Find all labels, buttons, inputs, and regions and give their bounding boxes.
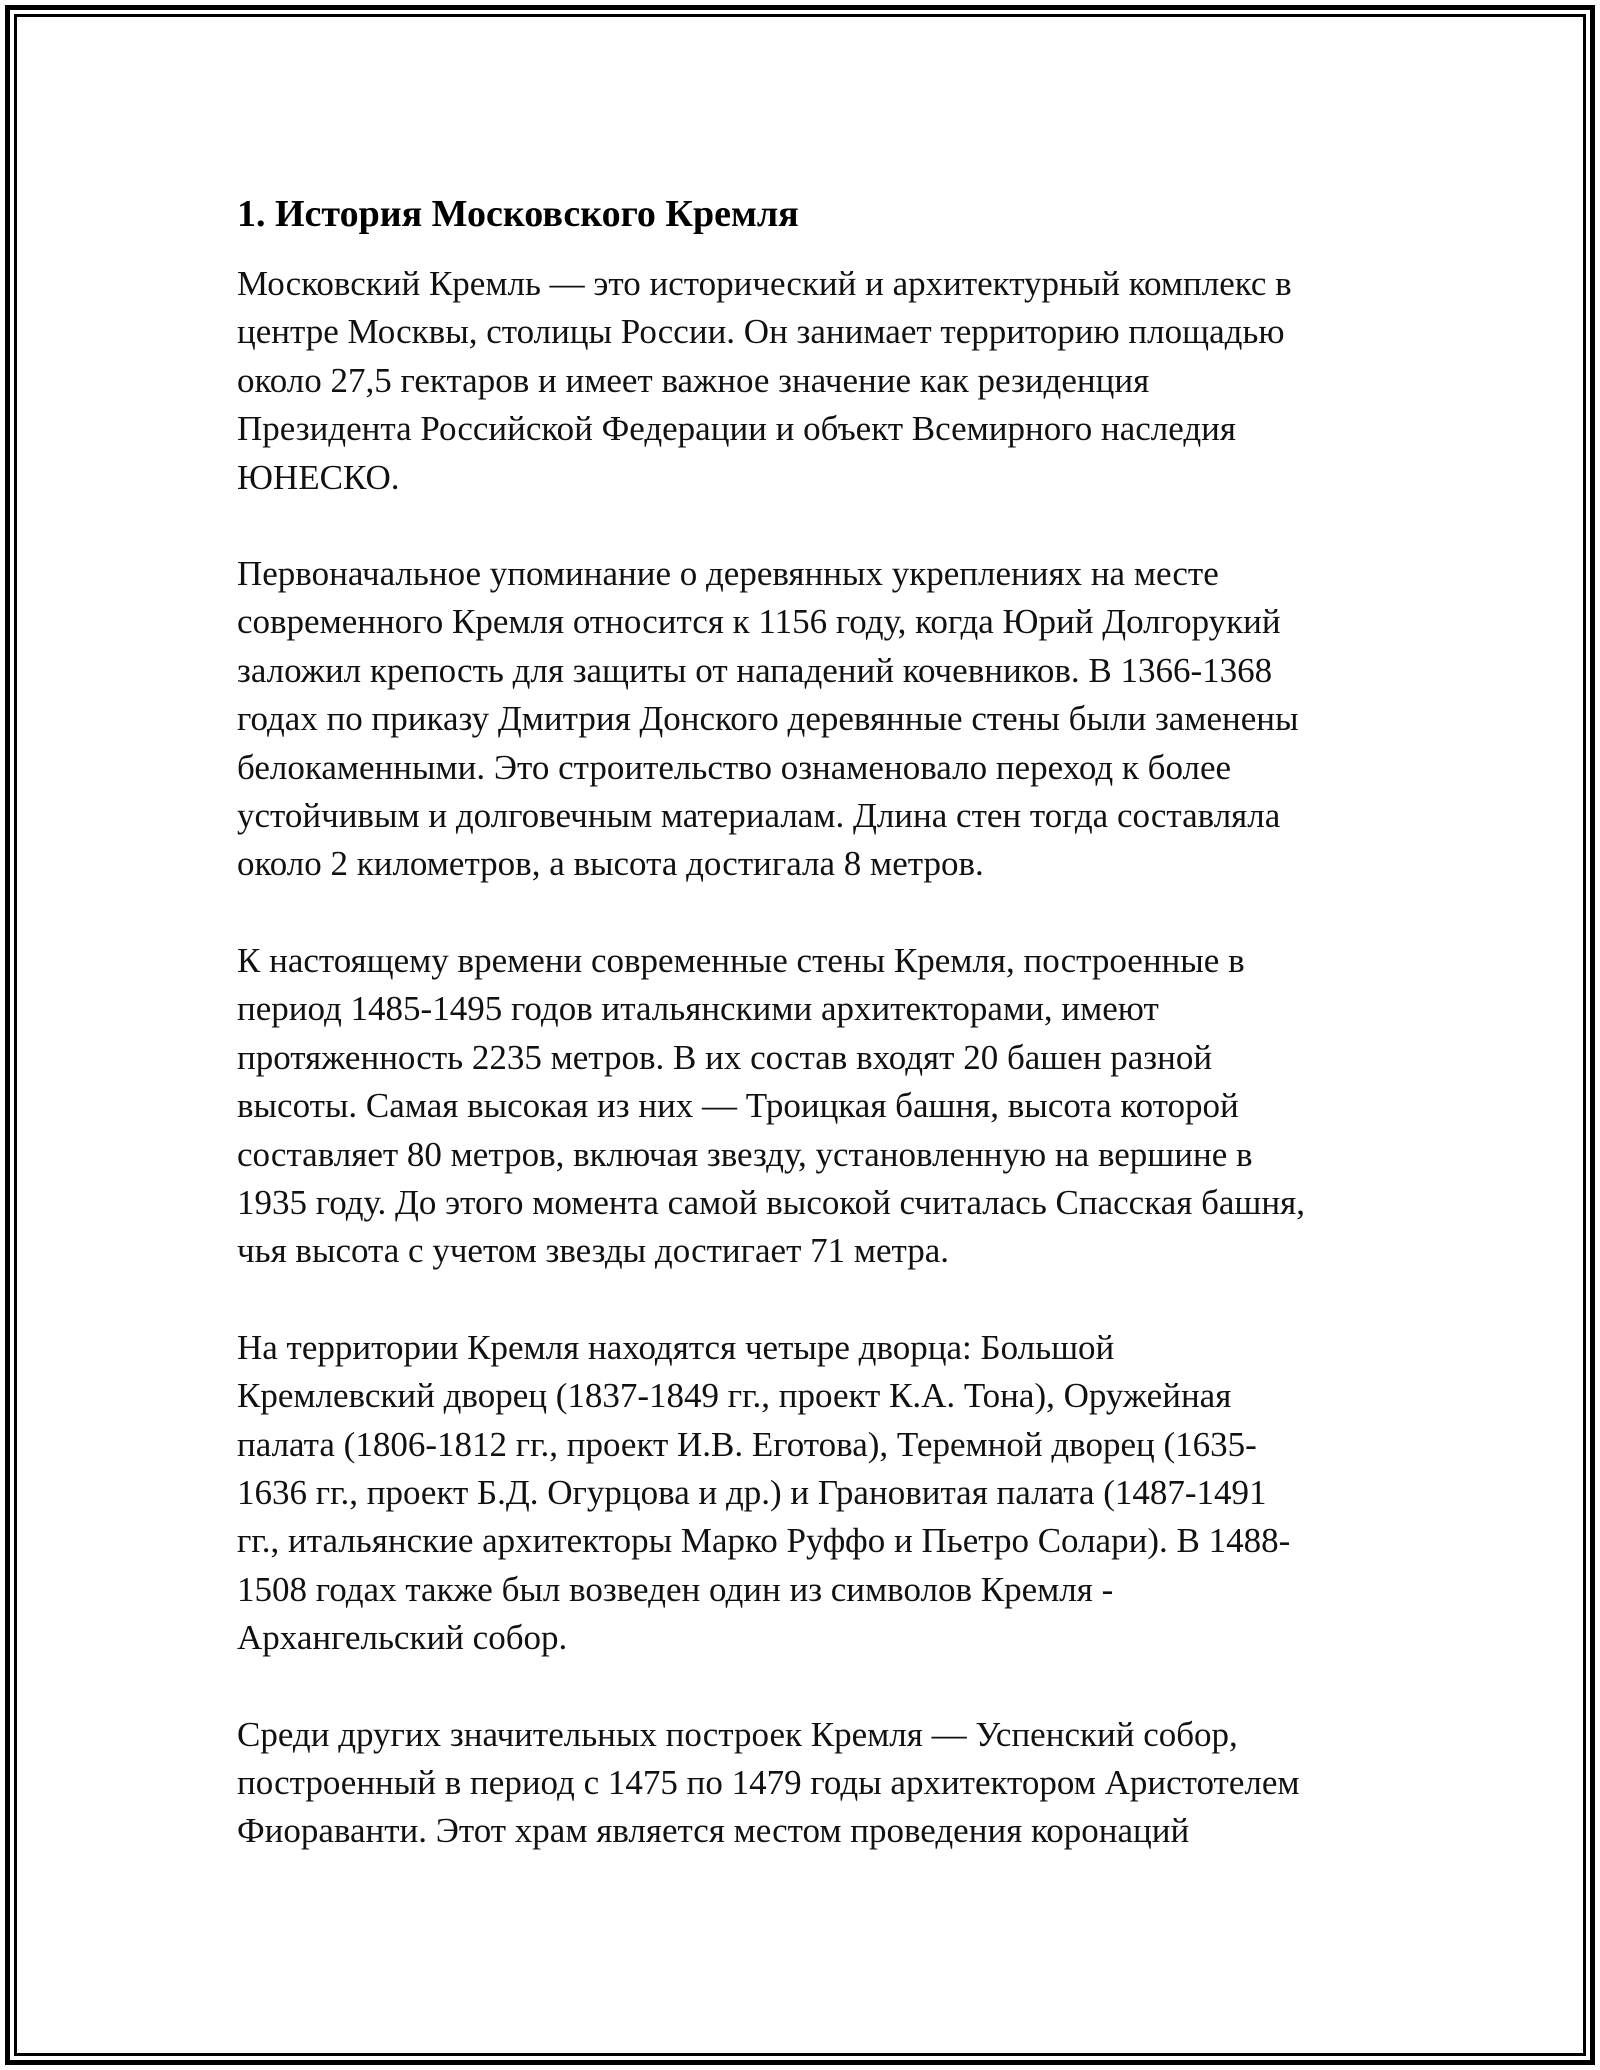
paragraph-walls-and-towers: К настоящему времени современные стены Кремля, построенные в период 1485-1495 годов итальянскими архитекторами, имеют протяженность 2235 метров. В их состав входят 20 башен разной высоты. Самая высокая из них — Троицкая башня, высота которой составляет 80 метров, включая звезду, установленную на вершине в 1935 году. До этого момента самой высокой считалась Спасская башня, чья высота с учетом звезды достигает 71 метра. xyxy=(237,940,1305,1271)
section-title: 1. История Московского Кремля xyxy=(237,193,799,235)
paragraph-palaces: На территории Кремля находятся четыре дворца: Большой Кремлевский дворец (1837-1849 гг., проект К.А. Тона), Оружейная палата (1806-1812 гг., проект И.В. Еготова), Теремной дворец (1635- 1636 гг., проект Б.Д. Огурцова и др.) и Грановитая палата (1487-1491 гг., итальянские архитекторы Марко Руффо и Пьетро Солари). В 1488- 1508 годах также был возведен один из символов Кремля - Архангельский собор. xyxy=(237,1327,1291,1658)
paragraph-intro: Московский Кремль — это исторический и архитектурный комплекс в центре Москвы, столицы России. Он занимает территорию площадью около 27,5 гектаров и имеет важное значение как резиденция Президента Российской Федерации и объект Всемирного наследия ЮНЕСКО. xyxy=(237,264,1292,497)
paragraph-early-fortifications: Первоначальное упоминание о деревянных укреплениях на месте современного Кремля относится к 1156 году, когда Юрий Долгорукий заложил крепость для защиты от нападений кочевников. В 1366-1368 годах по приказу Дмитрия Донского деревянные стены были заменены белокаменными. Это строительство ознаменовало переход к более устойчивым и долговечным материалам. Длина стен тогда составляла около 2 километров, а высота достигала 8 метров. xyxy=(237,554,1299,884)
paragraph-cathedrals: Среди других значительных построек Кремля — Успенский собор, построенный в период с 1475 по 1479 годы архитектором Аристотелем Фиораванти. Этот храм является местом проведения коронаций xyxy=(237,1714,1300,1851)
document-body xyxy=(237,186,1387,1904)
